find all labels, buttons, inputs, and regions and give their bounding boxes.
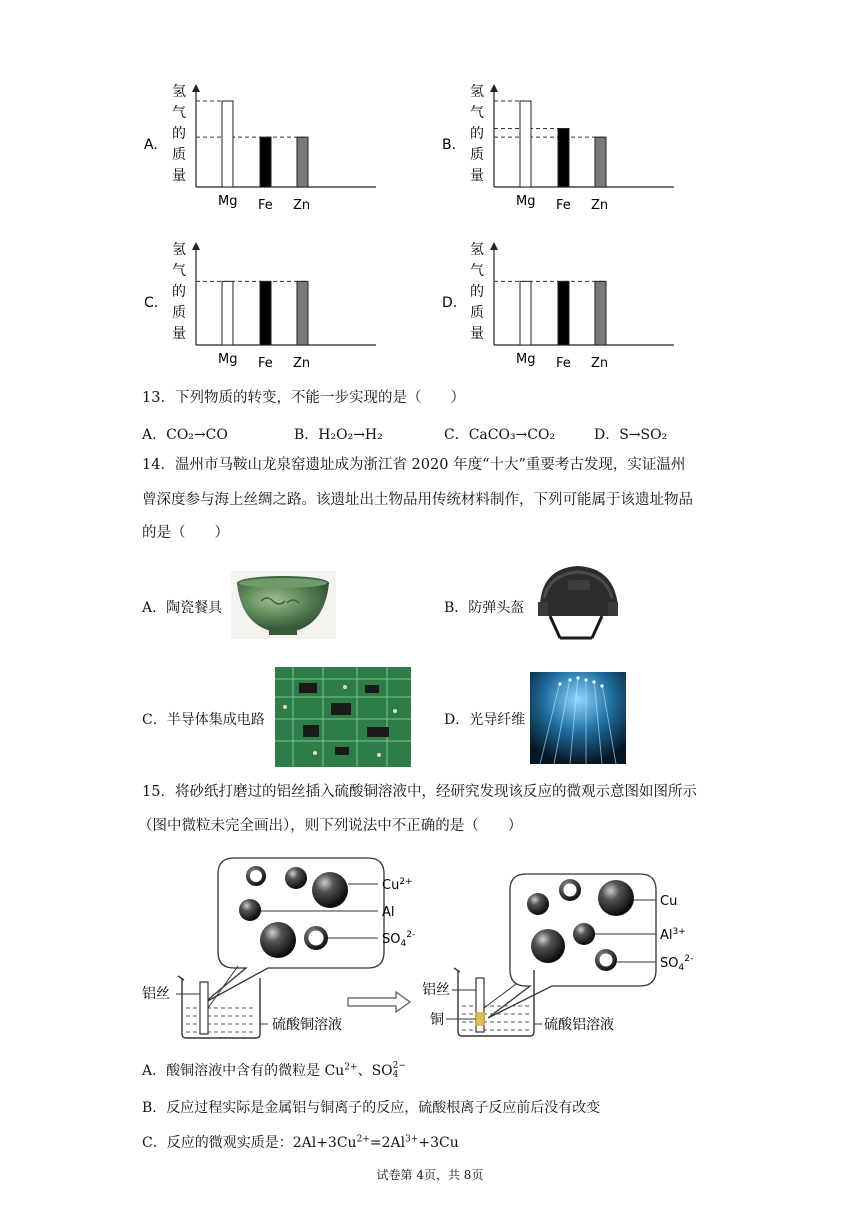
bar-mg [222, 281, 233, 345]
q14-option-b[interactable]: B．防弹头盔 [444, 600, 525, 616]
chart-option-c [140, 232, 380, 376]
cu-charge: 2+ [344, 1062, 358, 1073]
y-axis-label-char: 气 [172, 105, 186, 121]
right-cu-label: Cu [660, 894, 678, 909]
q14-option-c[interactable]: C．半导体集成电路 [142, 712, 265, 728]
y-axis-arrow [192, 84, 200, 92]
y-axis-label-char: 的 [172, 284, 186, 300]
y-axis-label-char: 量 [470, 326, 484, 342]
left-solution-label: 硫酸铜溶液 [272, 1017, 342, 1033]
y-axis-label-char: 气 [470, 263, 484, 279]
bar-fe [260, 281, 271, 345]
so4-subscript: 4 [392, 1070, 399, 1080]
x-tick-label: Mg [516, 352, 536, 367]
y-axis-label-char: 质 [172, 305, 186, 321]
x-tick-label: Zn [591, 198, 609, 213]
y-axis-label-char: 质 [470, 147, 484, 163]
x-tick-label: Mg [516, 194, 536, 209]
y-axis-arrow [192, 242, 200, 250]
chart-b-svg [438, 74, 678, 218]
left-so4-label: $SO_4^{2-}$ [382, 930, 416, 949]
al-charge-c: 3+ [405, 1134, 419, 1145]
q15-option-c-pre: C．反应的微观实质是：2Al+3Cu [142, 1135, 357, 1151]
q15-option-a-mid: 、SO [357, 1063, 393, 1079]
cu-charge-c: 2+ [356, 1134, 370, 1145]
chart-d-svg [438, 232, 678, 376]
q13-option-b[interactable]: B．H₂O₂→H₂ [294, 427, 383, 443]
q14-option-a[interactable]: A．陶瓷餐具 [142, 600, 223, 616]
right-al-label: $Al^{3+}$ [660, 927, 686, 943]
right-solution-label: 硫酸铝溶液 [544, 1017, 614, 1033]
y-axis-label-char: 量 [470, 168, 484, 184]
q15-option-a[interactable] [142, 1060, 406, 1080]
copper-deposit [475, 1012, 485, 1026]
x-tick-label: Mg [218, 352, 238, 367]
helmet-image [530, 560, 625, 650]
y-axis-label-char: 质 [470, 305, 484, 321]
left-al-atom-2 [239, 899, 261, 921]
y-axis-label-char: 氢 [172, 84, 186, 100]
q13-stem: 13．下列物质的转变，不能一步实现的是（ ） [142, 390, 465, 406]
q15-option-c[interactable] [142, 1132, 459, 1152]
right-cu-atom-1 [598, 880, 634, 916]
left-al-label: Al [382, 905, 395, 920]
y-axis-label-char: 气 [172, 263, 186, 279]
reaction-diagram [138, 848, 728, 1048]
chart-a-svg [140, 74, 380, 218]
q14-option-d[interactable]: D．光导纤维 [444, 712, 526, 728]
right-wire-label: 铝丝 [422, 982, 450, 998]
chart-c-svg [140, 232, 380, 376]
y-axis-arrow [490, 84, 498, 92]
bar-fe [558, 281, 569, 345]
x-tick-label: Mg [218, 194, 238, 209]
x-tick-label: Fe [258, 198, 273, 213]
chart-letter[interactable]: B. [442, 137, 457, 153]
left-cu-label: $Cu^{2+}$ [382, 877, 413, 893]
x-tick-label: Zn [591, 356, 609, 371]
page-footer: 试卷第 4页，共 8页 [376, 1168, 484, 1182]
y-axis-label-char: 的 [470, 284, 484, 300]
q15-stem-line2: （图中微粒未完全画出），则下列说法中不正确的是（ ） [138, 818, 523, 834]
q15-option-b[interactable]: B．反应过程实际是金属铝与铜离子的反应，硫酸根离子反应前后没有改变 [142, 1100, 601, 1116]
right-copper-label: 铜 [430, 1012, 444, 1028]
bar-fe [558, 129, 569, 187]
q14-stem-line3: 的是（ ） [142, 525, 229, 541]
ceramic-bowl-image [231, 571, 336, 639]
left-wire-label: 铝丝 [142, 986, 170, 1002]
left-cu-ion-1 [312, 872, 348, 908]
right-cu-atom-2 [531, 929, 565, 963]
optical-fiber-image [530, 672, 626, 764]
x-tick-label: Fe [258, 356, 273, 371]
bar-zn [297, 281, 308, 345]
bar-zn [595, 281, 606, 345]
y-axis-arrow [490, 242, 498, 250]
q15-stem-line1: 15．将砂纸打磨过的铝丝插入硫酸铜溶液中，经研究发现该反应的微观示意图如图所示 [142, 784, 697, 800]
q15-option-c-mid: =2Al [369, 1135, 406, 1151]
circuit-board-image [275, 667, 411, 767]
y-axis-label-char: 量 [172, 326, 186, 342]
x-tick-label: Zn [293, 356, 311, 371]
x-tick-label: Fe [556, 356, 571, 371]
chart-option-b [438, 74, 678, 218]
q15-option-c-post: +3Cu [418, 1135, 459, 1151]
bar-fe [260, 137, 271, 187]
y-axis-label-char: 氢 [172, 242, 186, 258]
right-so4-label: $SO_4^{2-}$ [660, 954, 694, 973]
bar-zn [297, 137, 308, 187]
q13-option-d[interactable]: D．S→SO₂ [594, 427, 668, 443]
so4-charge: 2− [392, 1061, 406, 1071]
q14-stem-line2: 曾深度参与海上丝绸之路。该遗址出土物品用传统材料制作，下列可能属于该遗址物品 [142, 492, 693, 508]
bar-zn [595, 137, 606, 187]
chart-letter[interactable]: A. [144, 137, 158, 153]
bar-mg [222, 101, 233, 187]
x-tick-label: Fe [556, 198, 571, 213]
right-al-ion-1 [527, 893, 549, 915]
y-axis-label-char: 质 [172, 147, 186, 163]
chart-option-a [140, 74, 380, 218]
y-axis-label-char: 的 [470, 126, 484, 142]
reaction-arrow [348, 992, 410, 1012]
chart-option-d [438, 232, 678, 376]
x-tick-label: Zn [293, 198, 311, 213]
left-al-atom-1 [285, 867, 307, 889]
left-al-wire [200, 982, 208, 1034]
y-axis-label-char: 气 [470, 105, 484, 121]
q14-stem-line1: 14．温州市马鞍山龙泉窑遗址成为浙江省 2020 年度“十大”重要考古发现，实证温州 [142, 457, 686, 473]
left-cu-ion-2 [260, 922, 296, 958]
y-axis-label-char: 量 [172, 168, 186, 184]
q13-option-c[interactable]: C．CaCO₃→CO₂ [444, 427, 556, 443]
q15-option-a-text: A．酸铜溶液中含有的微粒是 Cu [142, 1063, 345, 1079]
right-al-ion-2 [573, 923, 595, 945]
q13-option-a[interactable]: A．CO₂→CO [142, 427, 228, 443]
y-axis-label-char: 氢 [470, 242, 484, 258]
bar-mg [520, 281, 531, 345]
chart-letter[interactable]: D. [442, 295, 458, 311]
y-axis-label-char: 的 [172, 126, 186, 142]
y-axis-label-char: 氢 [470, 84, 484, 100]
bar-mg [520, 101, 531, 187]
so4-charge-stack [393, 1062, 406, 1080]
chart-letter[interactable]: C. [144, 295, 159, 311]
